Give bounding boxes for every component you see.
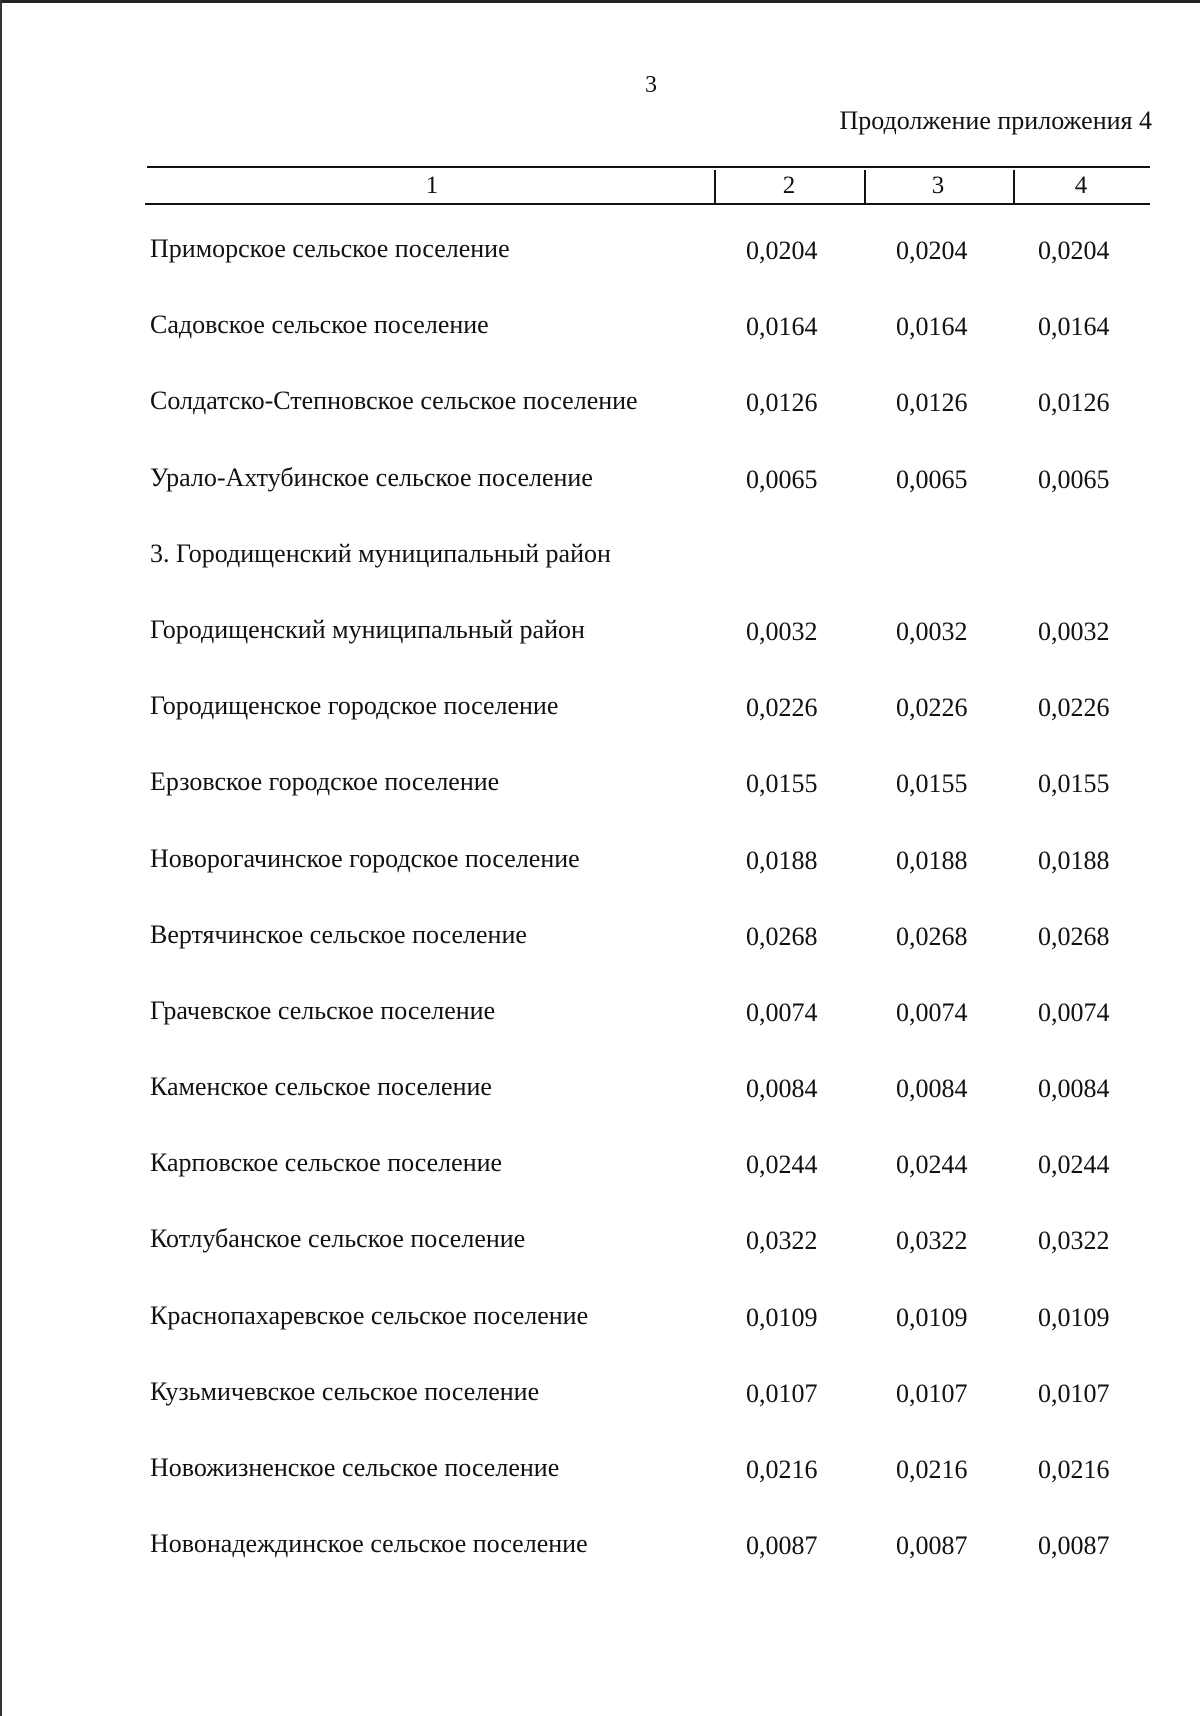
value-col-3: 0,0268: [896, 921, 968, 951]
table-row: [0, 214, 1200, 290]
value-col-2: 0,0032: [746, 616, 818, 646]
table-row: [0, 1357, 1200, 1433]
row-name: Кузьмичевское сельское поселение: [150, 1376, 540, 1406]
value-col-3: 0,0322: [896, 1226, 968, 1256]
value-col-3: 0,0126: [896, 388, 968, 418]
value-col-2: 0,0065: [746, 464, 818, 494]
appendix-caption: Продолжение приложения 4: [839, 106, 1152, 135]
table-row: [0, 290, 1200, 366]
page-number: 3: [645, 72, 657, 98]
table-row: [0, 1128, 1200, 1204]
table-row: [0, 1052, 1200, 1128]
value-col-2: 0,0087: [746, 1531, 818, 1561]
value-col-4: 0,0065: [1038, 464, 1110, 494]
value-col-3: 0,0188: [896, 845, 968, 875]
table-body: [0, 214, 1200, 1585]
table-row: [0, 824, 1200, 900]
row-name: Краснопахаревское сельское поселение: [150, 1300, 589, 1330]
row-name: Каменское сельское поселение: [150, 1072, 492, 1102]
value-col-2: 0,0322: [746, 1226, 818, 1256]
row-name: Грачевское сельское поселение: [150, 995, 496, 1025]
column-header-4: 4: [1074, 172, 1088, 199]
column-header-2: 2: [782, 172, 796, 199]
row-name: Солдатско-Степновское сельское поселение: [150, 386, 638, 416]
row-name: Вертячинское сельское поселение: [150, 919, 527, 949]
value-col-4: 0,0126: [1038, 388, 1110, 418]
value-col-3: 0,0164: [896, 312, 968, 342]
table-row: [0, 1433, 1200, 1509]
row-name: Котлубанское сельское поселение: [150, 1224, 526, 1254]
table-row: [0, 1204, 1200, 1280]
value-col-3: 0,0074: [896, 997, 968, 1027]
value-col-2: 0,0188: [746, 845, 818, 875]
table-row: [0, 671, 1200, 747]
value-col-3: 0,0087: [896, 1531, 968, 1561]
table-row: [0, 900, 1200, 976]
value-col-2: 0,0216: [746, 1455, 818, 1484]
value-col-3: 0,0084: [896, 1074, 968, 1104]
value-col-3: 0,0107: [896, 1378, 968, 1408]
value-col-2: 0,0084: [746, 1074, 818, 1104]
row-name: Приморское сельское поселение: [150, 234, 510, 263]
value-col-4: 0,0322: [1038, 1226, 1110, 1256]
table-row: [0, 366, 1200, 442]
value-col-2: 0,0107: [746, 1378, 818, 1408]
column-header-3: 3: [931, 172, 945, 199]
row-name: Городищенский муниципальный район: [150, 614, 585, 644]
row-name: Урало-Ахтубинское сельское поселение: [150, 462, 593, 492]
value-col-4: 0,0164: [1038, 312, 1110, 342]
value-col-4: 0,0155: [1038, 769, 1110, 799]
row-name: Новожизненское сельское поселение: [150, 1453, 560, 1482]
table-row: [0, 443, 1200, 519]
value-col-2: 0,0226: [746, 693, 818, 723]
scan-edge-top: [0, 0, 1200, 3]
value-col-3: 0,0204: [896, 236, 968, 265]
value-col-4: 0,0084: [1038, 1074, 1110, 1104]
value-col-2: 0,0074: [746, 997, 818, 1027]
value-col-3: 0,0244: [896, 1150, 968, 1180]
value-col-2: 0,0268: [746, 921, 818, 951]
row-name: Ерзовское городское поселение: [150, 767, 500, 797]
header-divider: [1013, 170, 1015, 205]
value-col-4: 0,0226: [1038, 693, 1110, 723]
value-col-2: 0,0244: [746, 1150, 818, 1180]
header-bottom-rule: [145, 203, 1150, 205]
row-name: Карповское сельское поселение: [150, 1148, 503, 1178]
value-col-4: 0,0107: [1038, 1378, 1110, 1408]
value-col-4: 0,0268: [1038, 921, 1110, 951]
value-col-4: 0,0087: [1038, 1531, 1110, 1561]
row-name: Садовское сельское поселение: [150, 310, 489, 340]
header-divider: [864, 170, 866, 205]
row-name: Новонадеждинское сельское поселение: [150, 1529, 588, 1559]
value-col-4: 0,0032: [1038, 616, 1110, 646]
value-col-4: 0,0109: [1038, 1302, 1110, 1332]
row-name: 3. Городищенский муниципальный район: [150, 538, 611, 568]
value-col-3: 0,0155: [896, 769, 968, 799]
value-col-2: 0,0126: [746, 388, 818, 418]
value-col-3: 0,0065: [896, 464, 968, 494]
value-col-4: 0,0216: [1038, 1455, 1110, 1484]
value-col-4: 0,0244: [1038, 1150, 1110, 1180]
table-row: [0, 1509, 1200, 1585]
table-row: [0, 519, 1200, 595]
column-header-1: 1: [425, 172, 439, 199]
table-row: [0, 1281, 1200, 1357]
value-col-3: 0,0032: [896, 616, 968, 646]
value-col-2: 0,0109: [746, 1302, 818, 1332]
value-col-2: 0,0204: [746, 236, 818, 265]
value-col-3: 0,0109: [896, 1302, 968, 1332]
value-col-4: 0,0074: [1038, 997, 1110, 1027]
value-col-3: 0,0216: [896, 1455, 968, 1484]
row-name: Городищенское городское поселение: [150, 691, 559, 721]
table-row: [0, 976, 1200, 1052]
header-top-rule: [147, 166, 1150, 168]
table-row: [0, 595, 1200, 671]
value-col-4: 0,0204: [1038, 236, 1110, 265]
value-col-2: 0,0155: [746, 769, 818, 799]
value-col-4: 0,0188: [1038, 845, 1110, 875]
table-row: [0, 747, 1200, 823]
value-col-2: 0,0164: [746, 312, 818, 342]
value-col-3: 0,0226: [896, 693, 968, 723]
row-name: Новорогачинское городское поселение: [150, 843, 580, 873]
header-divider: [714, 170, 716, 205]
